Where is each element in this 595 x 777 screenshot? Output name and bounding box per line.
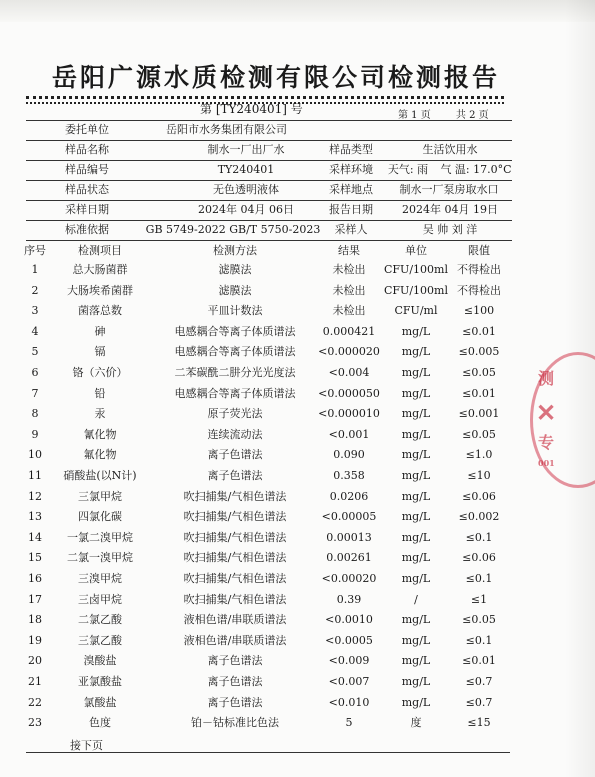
cell-unit: mg/L <box>401 510 431 524</box>
cell-unit: mg/L <box>401 489 431 503</box>
cell-no: 21 <box>28 675 42 688</box>
cell-no: 16 <box>28 572 42 585</box>
report-number: 第 [TY240401] 号 <box>200 102 303 116</box>
cell-item: 一氯二溴甲烷 <box>67 530 133 544</box>
cell-method: 吹扫捕集/气相色谱法 <box>183 510 287 524</box>
table-row <box>20 569 510 589</box>
cell-limit: ≤1.0 <box>465 448 493 462</box>
env-weather: 天气: 雨 <box>387 163 429 176</box>
sampler-label: 采样人 <box>334 223 368 236</box>
cell-method: 铂－钴标准比色法 <box>191 716 279 730</box>
standard-value: GB 5749-2022 GB/T 5750-2023 <box>145 223 321 236</box>
cell-method: 平皿计数法 <box>207 304 263 318</box>
cell-method: 离子色谱法 <box>207 654 263 668</box>
table-row <box>20 301 510 321</box>
cell-method: 离子色谱法 <box>207 695 263 709</box>
cell-item: 三卤甲烷 <box>78 592 122 606</box>
cell-item: 总大肠菌群 <box>72 263 128 276</box>
cell-method: 滤膜法 <box>218 283 252 297</box>
cell-method: 连续流动法 <box>207 427 263 441</box>
cell-no: 4 <box>31 324 39 338</box>
table-row <box>20 651 510 671</box>
cell-no: 6 <box>31 366 39 379</box>
cell-unit: mg/L <box>401 530 431 544</box>
page-total: 共 2 页 <box>455 110 489 121</box>
cell-result: 0.358 <box>333 469 365 482</box>
cell-item: 氰化物 <box>83 427 117 441</box>
site-value: 制水一厂泵房取水口 <box>399 183 499 196</box>
page-indicator <box>398 106 489 121</box>
cell-no: 1 <box>31 263 39 276</box>
cell-item: 砷 <box>94 324 106 338</box>
client-value: 岳阳市水务集团有限公司 <box>166 123 287 136</box>
cell-unit: CFU/100ml <box>384 283 448 297</box>
cell-result: 未检出 <box>332 283 366 297</box>
cell-item: 三溴甲烷 <box>78 572 122 585</box>
cell-item: 溴酸盐 <box>83 654 117 668</box>
table-row <box>20 672 510 692</box>
cell-result: 0.39 <box>336 592 362 606</box>
cell-method: 吹扫捕集/气相色谱法 <box>183 489 287 503</box>
header-unit: 单位 <box>405 244 427 257</box>
cell-no: 5 <box>31 345 39 359</box>
cell-unit: mg/L <box>401 572 431 585</box>
cell-result: 未检出 <box>332 304 366 318</box>
cell-item: 亚氯酸盐 <box>78 675 122 688</box>
cell-limit: ≤0.1 <box>465 530 493 544</box>
cell-result: <0.010 <box>328 695 370 709</box>
cell-item: 菌落总数 <box>78 304 122 318</box>
info-row-client <box>26 120 510 140</box>
cell-method: 吹扫捕集/气相色谱法 <box>183 551 287 565</box>
table-row <box>20 507 510 527</box>
info-row-sample-id <box>26 160 510 180</box>
cell-method: 原子荧光法 <box>207 407 263 421</box>
cell-result: 0.0206 <box>329 489 369 503</box>
cell-unit: mg/L <box>401 551 431 565</box>
table-row <box>20 322 510 342</box>
client-label: 委托单位 <box>65 123 109 136</box>
cell-limit: ≤0.001 <box>458 407 500 421</box>
cell-item: 氯酸盐 <box>83 695 117 709</box>
site-label: 采样地点 <box>329 183 373 196</box>
table-row <box>20 260 510 280</box>
cell-item: 汞 <box>94 407 106 421</box>
info-row-state <box>26 180 510 200</box>
header-limit: 限值 <box>468 244 490 257</box>
cell-no: 13 <box>28 510 42 524</box>
info-row-sample-name <box>26 140 510 160</box>
cell-limit: ≤15 <box>467 716 491 730</box>
sample-name-value: 制水一厂出厂水 <box>207 143 285 156</box>
cell-unit: mg/L <box>401 695 431 709</box>
cell-unit: mg/L <box>401 427 431 441</box>
cell-method: 吹扫捕集/气相色谱法 <box>183 592 287 606</box>
cell-unit: mg/L <box>401 448 431 462</box>
info-row-dates <box>26 200 510 220</box>
cell-unit: mg/L <box>401 613 431 627</box>
state-value: 无色透明液体 <box>213 183 279 196</box>
cell-limit: ≤0.01 <box>462 654 496 668</box>
cell-unit: mg/L <box>401 654 431 668</box>
env-label: 采样环境 <box>329 163 373 176</box>
info-rule <box>26 240 512 241</box>
cell-limit: ≤0.06 <box>462 551 496 565</box>
cell-item: 镉 <box>94 345 106 359</box>
cell-limit: ≤0.1 <box>465 633 493 647</box>
cell-limit: 不得检出 <box>457 263 501 276</box>
table-row <box>20 548 510 568</box>
cell-limit: ≤0.002 <box>458 510 500 524</box>
cell-item: 大肠埃希菌群 <box>67 283 133 297</box>
cell-no: 14 <box>28 530 42 544</box>
seal-text-1: 测 <box>538 369 555 388</box>
cell-limit: ≤0.06 <box>462 489 496 503</box>
cell-limit: ≤0.05 <box>462 366 496 379</box>
header-item: 检测项目 <box>78 244 122 257</box>
cell-limit: ≤1 <box>470 592 488 606</box>
table-row <box>20 487 510 507</box>
info-row-standard <box>26 220 510 240</box>
cell-method: 二苯碳酰二肼分光光度法 <box>174 366 296 379</box>
sample-type-label: 样品类型 <box>329 143 373 156</box>
cell-no: 10 <box>28 448 42 462</box>
cell-method: 电感耦合等离子体质谱法 <box>174 345 296 359</box>
cell-item: 二氯一溴甲烷 <box>67 551 133 565</box>
sampling-date-value: 2024年 04月 06日 <box>198 203 294 216</box>
table-row <box>20 425 510 445</box>
cell-result: <0.0010 <box>325 613 373 627</box>
cell-unit: CFU/100ml <box>384 263 448 276</box>
cell-item: 铬（六价） <box>72 366 128 379</box>
cell-limit: ≤0.7 <box>465 695 493 709</box>
sample-id-value: TY240401 <box>217 163 275 176</box>
header-method: 检测方法 <box>213 244 257 257</box>
cell-unit: / <box>414 592 418 606</box>
sampler-value: 吴 帅 刘 洋 <box>422 223 478 236</box>
cell-limit: ≤0.005 <box>458 345 500 359</box>
results-header <box>20 242 510 260</box>
report-title: 岳阳广源水质检测有限公司检测报告 <box>51 63 500 92</box>
table-row <box>20 610 510 630</box>
cell-no: 3 <box>31 304 39 318</box>
cell-no: 18 <box>28 613 42 627</box>
sample-type-value: 生活饮用水 <box>422 143 478 156</box>
cell-method: 电感耦合等离子体质谱法 <box>174 324 296 338</box>
cell-result: <0.004 <box>328 366 370 379</box>
cell-no: 7 <box>31 386 39 400</box>
table-row <box>20 281 510 301</box>
table-row <box>20 528 510 548</box>
cell-result: <0.0005 <box>325 633 373 647</box>
cell-limit: ≤0.05 <box>462 427 496 441</box>
seal-star-icon: ✕ <box>536 398 557 427</box>
cell-result: 0.00013 <box>326 530 372 544</box>
cell-result: <0.000020 <box>318 345 380 359</box>
sample-name-label: 样品名称 <box>65 143 109 156</box>
table-row <box>20 590 510 610</box>
cell-unit: 度 <box>410 716 422 730</box>
cell-limit: ≤10 <box>467 469 491 482</box>
cell-result: <0.009 <box>328 654 370 668</box>
report-date-label: 报告日期 <box>329 203 373 216</box>
continued-note: 接下页 <box>70 739 103 752</box>
cell-result: 0.00261 <box>326 551 372 565</box>
cell-unit: mg/L <box>401 324 431 338</box>
cell-item: 氟化物 <box>83 448 117 462</box>
table-row <box>20 445 510 465</box>
cell-method: 离子色谱法 <box>207 469 263 482</box>
env-temp: 气 温: 17.0°C <box>440 163 512 176</box>
cell-no: 19 <box>28 633 42 647</box>
table-row <box>20 631 510 651</box>
cell-limit: ≤0.01 <box>462 386 496 400</box>
cell-method: 吹扫捕集/气相色谱法 <box>183 530 287 544</box>
page-current: 第 1 页 <box>398 110 431 121</box>
cell-method: 吹扫捕集/气相色谱法 <box>183 572 287 585</box>
cell-no: 22 <box>28 695 42 709</box>
sample-id-label: 样品编号 <box>65 163 109 176</box>
standard-label: 标准依据 <box>65 223 109 236</box>
cell-limit: ≤0.01 <box>462 324 496 338</box>
state-label: 样品状态 <box>65 183 109 196</box>
cell-item: 四氯化碳 <box>78 510 122 524</box>
cell-result: 5 <box>345 716 353 730</box>
cell-unit: CFU/ml <box>394 304 438 318</box>
cell-limit: ≤100 <box>463 304 495 318</box>
seal-text-2: 专 <box>538 433 555 452</box>
cell-no: 12 <box>28 489 42 503</box>
cell-method: 离子色谱法 <box>207 675 263 688</box>
table-row <box>20 693 510 713</box>
table-row <box>20 384 510 404</box>
cell-unit: mg/L <box>401 386 431 400</box>
scan-top-band <box>0 0 595 22</box>
cell-result: <0.001 <box>328 427 370 441</box>
sampling-date-label: 采样日期 <box>65 203 109 216</box>
cell-result: <0.00005 <box>321 510 377 524</box>
cell-item: 二氯乙酸 <box>78 613 122 627</box>
table-row <box>20 342 510 362</box>
cell-method: 液相色谱/串联质谱法 <box>183 633 287 647</box>
cell-no: 11 <box>28 469 42 482</box>
table-row <box>20 363 510 383</box>
cell-result: <0.007 <box>328 675 370 688</box>
table-row <box>20 466 510 486</box>
cell-limit: ≤0.7 <box>465 675 493 688</box>
cell-no: 17 <box>28 592 42 606</box>
cell-no: 2 <box>31 283 39 297</box>
cell-no: 8 <box>31 407 39 421</box>
cell-method: 滤膜法 <box>218 263 252 276</box>
cell-method: 液相色谱/串联质谱法 <box>183 613 287 627</box>
cell-result: 0.000421 <box>322 324 376 338</box>
cell-item: 硝酸盐(以N计) <box>63 469 137 482</box>
header-result: 结果 <box>338 244 360 257</box>
title-divider <box>26 96 504 99</box>
cell-unit: mg/L <box>401 675 431 688</box>
cell-method: 电感耦合等离子体质谱法 <box>174 386 296 400</box>
cell-limit: ≤0.05 <box>462 613 496 627</box>
cell-result: 未检出 <box>332 263 366 276</box>
cell-method: 离子色谱法 <box>207 448 263 462</box>
seal-text-3: 001 <box>538 458 555 468</box>
cell-item: 铅 <box>94 386 106 400</box>
cell-limit: ≤0.1 <box>465 572 493 585</box>
cell-no: 20 <box>28 654 42 668</box>
cell-item: 三氯乙酸 <box>78 633 122 647</box>
report-date-value: 2024年 04月 19日 <box>402 203 498 216</box>
header-no: 序号 <box>24 244 46 257</box>
table-row <box>20 713 510 733</box>
cell-item: 色度 <box>89 716 111 730</box>
cell-result: <0.000010 <box>318 407 380 421</box>
cell-unit: mg/L <box>401 407 431 421</box>
table-row <box>20 404 510 424</box>
cell-result: <0.000050 <box>318 386 380 400</box>
cell-item: 三氯甲烷 <box>78 489 122 503</box>
cell-result: <0.00020 <box>321 572 377 585</box>
cell-result: 0.090 <box>333 448 365 462</box>
cell-unit: mg/L <box>401 633 431 647</box>
cell-limit: 不得检出 <box>457 283 501 297</box>
cell-unit: mg/L <box>401 366 431 379</box>
cell-unit: mg/L <box>401 345 431 359</box>
cell-no: 23 <box>28 716 42 730</box>
cell-no: 15 <box>28 551 42 565</box>
cell-unit: mg/L <box>401 469 431 482</box>
cell-no: 9 <box>31 427 39 441</box>
